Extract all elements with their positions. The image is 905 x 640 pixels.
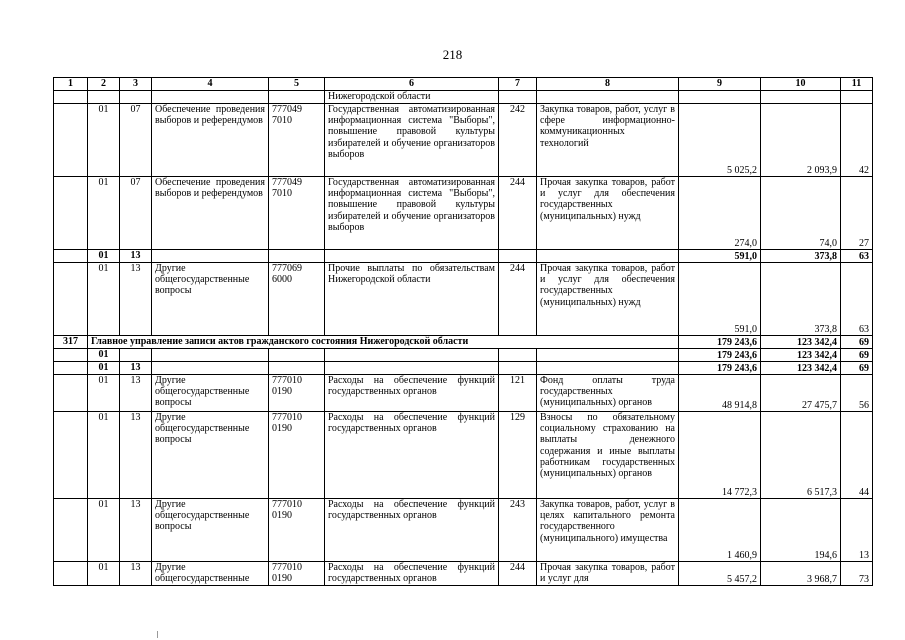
cell-c3: 13: [120, 362, 152, 375]
table-row: [54, 250, 873, 263]
scan-mark: [157, 631, 158, 638]
cell-c1: [54, 91, 88, 104]
cell-c5: 777049 7010: [269, 104, 325, 177]
cell-c7: 242: [499, 104, 537, 177]
cell-c4: Другие общегосударственные вопросы: [152, 263, 269, 336]
cell-c10: 123 342,4: [761, 349, 841, 362]
header-cell: 7: [499, 78, 537, 91]
header-cell: 9: [679, 78, 761, 91]
cell-c8: Закупка товаров, работ, услуг в сфере информационно-коммуникационных технологий: [537, 104, 679, 177]
cell-c6: Государственная автоматизированная информационная система "Выборы", повышение правовой культуры избирателей и обучение организаторов выборов: [325, 177, 499, 250]
cell-c2: 01: [88, 349, 120, 362]
cell-c10: 74,0: [761, 177, 841, 250]
cell-c4: [152, 349, 269, 362]
cell-c2: 01: [88, 250, 120, 263]
cell-c3: [120, 349, 152, 362]
cell-c4: [152, 250, 269, 263]
cell-c11: 44: [841, 412, 873, 499]
cell-c3: 07: [120, 177, 152, 250]
cell-c5: [269, 349, 325, 362]
cell-c9: 591,0: [679, 263, 761, 336]
cell-c7: [499, 349, 537, 362]
cell-c2: 01: [88, 375, 120, 412]
cell-c6: Расходы на обеспечение функций государственных органов: [325, 562, 499, 586]
cell-c11: 42: [841, 104, 873, 177]
cell-c7: 244: [499, 177, 537, 250]
cell-c6: Расходы на обеспечение функций государственных органов: [325, 412, 499, 499]
cell-c5: 777010 0190: [269, 562, 325, 586]
cell-c1: [54, 362, 88, 375]
cell-c4: Другие общегосударственные вопросы: [152, 375, 269, 412]
cell-c8: Прочая закупка товаров, работ и услуг для обеспечения государственных (муниципальных) нужд: [537, 263, 679, 336]
cell-c7: 244: [499, 562, 537, 586]
cell-c3: 13: [120, 263, 152, 336]
table-row: [54, 336, 873, 349]
cell-c4: [152, 91, 269, 104]
cell-c9: 179 243,6: [679, 349, 761, 362]
cell-c3: 13: [120, 562, 152, 586]
cell-c5: [269, 362, 325, 375]
cell-c4: Обеспечение проведения выборов и референдумов: [152, 177, 269, 250]
cell-c1: [54, 104, 88, 177]
table-row: [54, 177, 873, 250]
cell-c5: 777049 7010: [269, 177, 325, 250]
cell-c8: [537, 250, 679, 263]
header-cell: 1: [54, 78, 88, 91]
cell-c7: [499, 362, 537, 375]
cell-c9: 179 243,6: [679, 336, 761, 349]
cell-c10: 27 475,7: [761, 375, 841, 412]
cell-c9: 274,0: [679, 177, 761, 250]
cell-c9: 591,0: [679, 250, 761, 263]
cell-c11: 69: [841, 362, 873, 375]
header-cell: 11: [841, 78, 873, 91]
cell-c3: [120, 91, 152, 104]
header-cell: 8: [537, 78, 679, 91]
cell-c10: [761, 91, 841, 104]
cell-c2: 01: [88, 362, 120, 375]
cell-c1: [54, 263, 88, 336]
cell-c11: 56: [841, 375, 873, 412]
cell-c2: 01: [88, 412, 120, 499]
table-row: [54, 499, 873, 562]
cell-c10: 3 968,7: [761, 562, 841, 586]
cell-c8: [537, 91, 679, 104]
cell-c4: Другие общегосударственные вопросы: [152, 412, 269, 499]
cell-c11: 63: [841, 250, 873, 263]
page-number: 218: [442, 47, 463, 62]
header-cell: 3: [120, 78, 152, 91]
cell-c1: [54, 349, 88, 362]
cell-c6: [325, 349, 499, 362]
table-row: [54, 349, 873, 362]
cell-c6: Расходы на обеспечение функций государственных органов: [325, 499, 499, 562]
cell-c1: [54, 562, 88, 586]
cell-c2: 01: [88, 177, 120, 250]
cell-c11: 73: [841, 562, 873, 586]
cell-c2: 01: [88, 499, 120, 562]
cell-c9: 5 457,2: [679, 562, 761, 586]
header-row: [54, 78, 873, 91]
cell-c3: 13: [120, 250, 152, 263]
cell-c5: [269, 91, 325, 104]
table-row: [54, 375, 873, 412]
cell-c6: [325, 362, 499, 375]
cell-c5: 777069 6000: [269, 263, 325, 336]
cell-c10: 2 093,9: [761, 104, 841, 177]
header-cell: 4: [152, 78, 269, 91]
cell-c9: 5 025,2: [679, 104, 761, 177]
cell-c11: 27: [841, 177, 873, 250]
cell-c8: Прочая закупка товаров, работ и услуг для: [537, 562, 679, 586]
cell-c2: 01: [88, 263, 120, 336]
cell-c2: 01: [88, 104, 120, 177]
cell-c7: [499, 91, 537, 104]
cell-c5: [269, 250, 325, 263]
cell-c6: Нижегородской области: [325, 91, 499, 104]
cell-c11: 63: [841, 263, 873, 336]
cell-c6: Расходы на обеспечение функций государственных органов: [325, 375, 499, 412]
header-cell: 2: [88, 78, 120, 91]
cell-c7: 129: [499, 412, 537, 499]
table-row: [54, 412, 873, 499]
cell-c1: [54, 375, 88, 412]
cell-c10: 194,6: [761, 499, 841, 562]
cell-c1: [54, 250, 88, 263]
cell-c4: Другие общегосударственные вопросы: [152, 499, 269, 562]
cell-c6: Государственная автоматизированная информационная система "Выборы", повышение правовой культуры избирателей и обучение организаторов выборов: [325, 104, 499, 177]
table-row: [54, 562, 873, 586]
cell-c8: Взносы по обязательному социальному страхованию на выплаты денежного содержания и иные выплаты работникам государственных (муниципальных) органов: [537, 412, 679, 499]
cell-c10: 373,8: [761, 250, 841, 263]
cell-c1: [54, 499, 88, 562]
table-row: [54, 362, 873, 375]
cell-c3: 13: [120, 375, 152, 412]
budget-table: [53, 77, 873, 586]
table-row: [54, 91, 873, 104]
cell-c3: 13: [120, 499, 152, 562]
cell-c1: [54, 412, 88, 499]
header-cell: 5: [269, 78, 325, 91]
cell-c1: 317: [54, 336, 88, 349]
cell-c8: [537, 349, 679, 362]
cell-c7: 244: [499, 263, 537, 336]
cell-c6: Прочие выплаты по обязательствам Нижегородской области: [325, 263, 499, 336]
header-cell: 6: [325, 78, 499, 91]
cell-c10: 373,8: [761, 263, 841, 336]
cell-c7: 121: [499, 375, 537, 412]
cell-c5: 777010 0190: [269, 412, 325, 499]
table-row: [54, 104, 873, 177]
cell-c8: Прочая закупка товаров, работ и услуг для обеспечения государственных (муниципальных) нужд: [537, 177, 679, 250]
cell-c4: [152, 362, 269, 375]
cell-c2: 01: [88, 562, 120, 586]
cell-c11: 69: [841, 349, 873, 362]
header-cell: 10: [761, 78, 841, 91]
cell-c9: 179 243,6: [679, 362, 761, 375]
cell-c4: Другие общегосударственные: [152, 562, 269, 586]
cell-c8: [537, 362, 679, 375]
cell-c9: 14 772,3: [679, 412, 761, 499]
table-row: [54, 263, 873, 336]
cell-c11: 69: [841, 336, 873, 349]
cell-c3: 07: [120, 104, 152, 177]
cell-c10: 6 517,3: [761, 412, 841, 499]
cell-c7: 243: [499, 499, 537, 562]
cell-c9: 48 914,8: [679, 375, 761, 412]
cell-c5: 777010 0190: [269, 375, 325, 412]
cell-c9: [679, 91, 761, 104]
cell-c2: [88, 91, 120, 104]
cell-c5: 777010 0190: [269, 499, 325, 562]
cell-c9: 1 460,9: [679, 499, 761, 562]
cell-c7: [499, 250, 537, 263]
cell-c11: [841, 91, 873, 104]
cell-c1: [54, 177, 88, 250]
cell-c4: Обеспечение проведения выборов и референдумов: [152, 104, 269, 177]
cell-c8: Фонд оплаты труда государственных (муниципальных) органов: [537, 375, 679, 412]
cell-c8: Закупка товаров, работ, услуг в целях капитального ремонта государственного (муниципального) имущества: [537, 499, 679, 562]
cell-c10: 123 342,4: [761, 362, 841, 375]
cell-c2: Главное управление записи актов гражданского состояния Нижегородской области: [88, 336, 679, 349]
cell-c10: 123 342,4: [761, 336, 841, 349]
cell-c6: [325, 250, 499, 263]
cell-c11: 13: [841, 499, 873, 562]
cell-c3: 13: [120, 412, 152, 499]
